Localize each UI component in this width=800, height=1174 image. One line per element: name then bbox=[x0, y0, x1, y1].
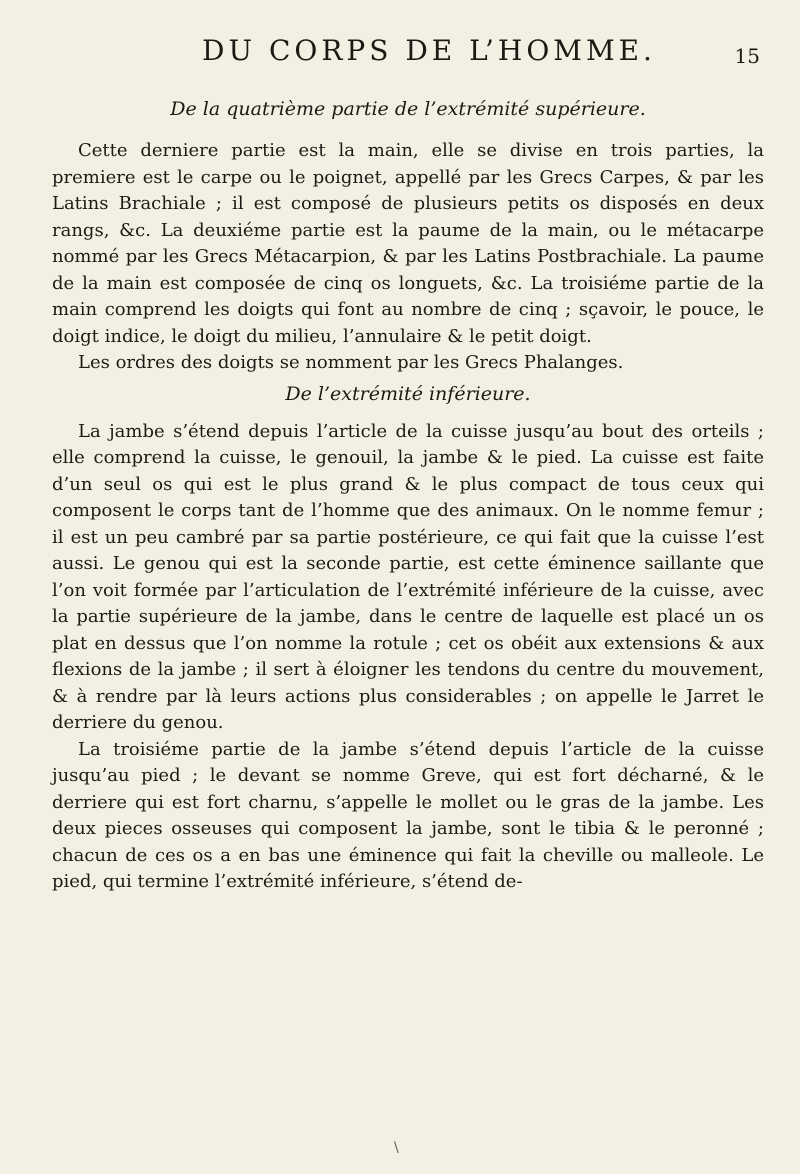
section-title-lower-extremity: De l’extrémité inférieure. bbox=[285, 382, 531, 405]
running-head bbox=[52, 28, 764, 80]
paragraph-leg-thigh-knee: La jambe s’étend depuis l’article de la cuisse jusqu’au bout des orteils ; elle comprend la cuisse, le genouil, la jambe & le pied. La cuisse est faite d’un seul os qui est le plus grand & le plus compact de tous ceux qui composent le corps tant de l’homme que des animaux. On le nomme femur ; il est un peu cambré par sa partie postérieure, ce qui fait que la cuisse l’est aussi. Le genou qui est la seconde partie, est cette éminence saillante que l’on voit formée par l’articulation de l’extrémité inférieure de la cuisse, avec la partie supérieure de la jambe, dans le centre de laquelle est placé un os plat en dessus que l’on nomme la rotule ; cet os obéit aux extensions & aux flexions de la jambe ; il sert à éloigner les tendons du centre du mouvement, & à rendre par là leurs actions plus considerables ; on appelle le Jarret le derriere du genou. bbox=[52, 420, 764, 733]
running-title: DU CORPS DE L’HOMME. bbox=[202, 34, 656, 67]
section-title-upper-extremity: De la quatrième partie de l’extrémité supérieure. bbox=[170, 98, 646, 120]
paragraph-lower-leg-foot: La troisiéme partie de la jambe s’étend depuis l’article de la cuisse jusqu’au pied ; le devant se nomme Greve, qui est fort décharné, & le derriere qui est fort charnu, s’appelle le mollet ou le gras de la jambe. Les deux pieces osseuses qui composent la jambe, sont le tibia & le peronné ; chacun de ces os a en bas une éminence qui fait la cheville ou malleole. Le pied, qui termine l’extrémité inférieure, s’étend de- bbox=[52, 738, 764, 892]
paragraph-phalanges: Les ordres des doigts se nomment par les Grecs Phalanges. bbox=[78, 352, 624, 373]
bottom-mark: \ bbox=[394, 1140, 399, 1156]
page-number: 15 bbox=[734, 44, 760, 68]
paragraph-hand: Cette derniere partie est la main, elle se divise en trois parties, la premiere est le carpe ou le poignet, appellé par les Grecs Carpes, & par les Latins Brachiale ; il est composé de plusieurs petits os disposés en deux rangs, &c. La deuxiéme partie est la paume de la main, ou le métacarpe nommé par les Grecs Métacarpion, & par les Latins Postbrachiale. La paume de la main est composée de cinq os longuets, &c. La troisiéme partie de la main comprend les doigts qui font au nombre de cinq ; sçavoir, le pouce, le doigt indice, le doigt du milieu, l’annulaire & le petit doigt. bbox=[52, 140, 764, 347]
